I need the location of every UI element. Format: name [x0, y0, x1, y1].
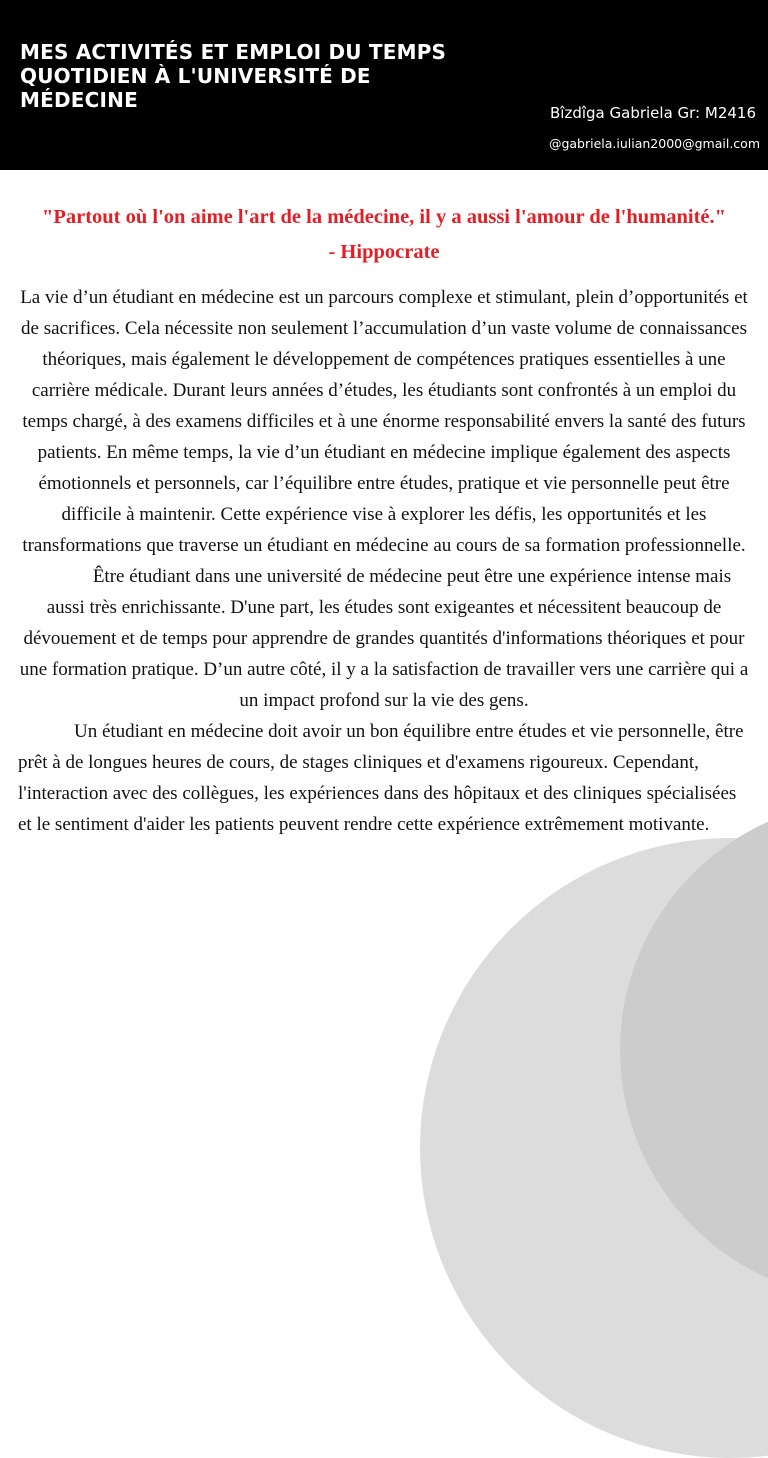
page-title: MES ACTIVITÉS ET EMPLOI DU TEMPS QUOTIDIEN À L'UNIVERSITÉ DE MÉDECINE [20, 40, 447, 112]
header-banner [0, 0, 768, 170]
paragraph-balance-text: Un étudiant en médecine doit avoir un bon équilibre entre études et vie personnelle, être prêt à de longues heures de cours, de stages cliniques et d'examens rigoureux. Cependant, l'interaction avec des collègues, les expériences dans des hôpitaux et des cliniques spécialisées et le sentiment d'aider les patients peuvent rendre cette expérience extrêmement motivante. [18, 721, 744, 835]
paragraph-experience [18, 561, 750, 716]
author-email: @gabriela.iulian2000@gmail.com [548, 136, 760, 151]
paragraph-intro: La vie d’un étudiant en médecine est un parcours complexe et stimulant, plein d’opportunités et de sacrifices. Cela nécessite non seulement l’accumulation d’un vaste volume de connaissances théoriques, mais également le développement de compétences pratiques essentielles à une carrière médicale. Durant leurs années d’études, les étudiants sont confrontés à un emploi du temps chargé, à des examens difficiles et à une énorme responsabilité envers la santé des futurs patients. En même temps, la vie d’un étudiant en médecine implique également des aspects émotionnels et personnels, car l’équilibre entre études, pratique et vie personnelle peut être difficile à maintenir. Cette expérience vise à explorer les défis, les opportunités et les transformations que traverse un étudiant en médecine au cours de sa formation professionnelle. [20, 287, 748, 556]
document-body [18, 282, 750, 840]
paragraph-experience-text: Être étudiant dans une université de médecine peut être une expérience intense mais aussi très enrichissante. D'une part, les études sont exigeantes et nécessitent beaucoup de dévouement et de temps pour apprendre de grandes quantités d'informations théoriques et pour une formation pratique. D’un autre côté, il y a la satisfaction de travailler vers une carrière qui a un impact profond sur la vie des gens. [19, 566, 749, 711]
author-line: Bîzdîga Gabriela Gr: M2416 [550, 104, 756, 122]
paragraph-balance [18, 716, 750, 840]
hippocrates-quote: "Partout où l'on aime l'art de la médecine, il y a aussi l'amour de l'humanité." - Hippocrate [41, 206, 727, 263]
